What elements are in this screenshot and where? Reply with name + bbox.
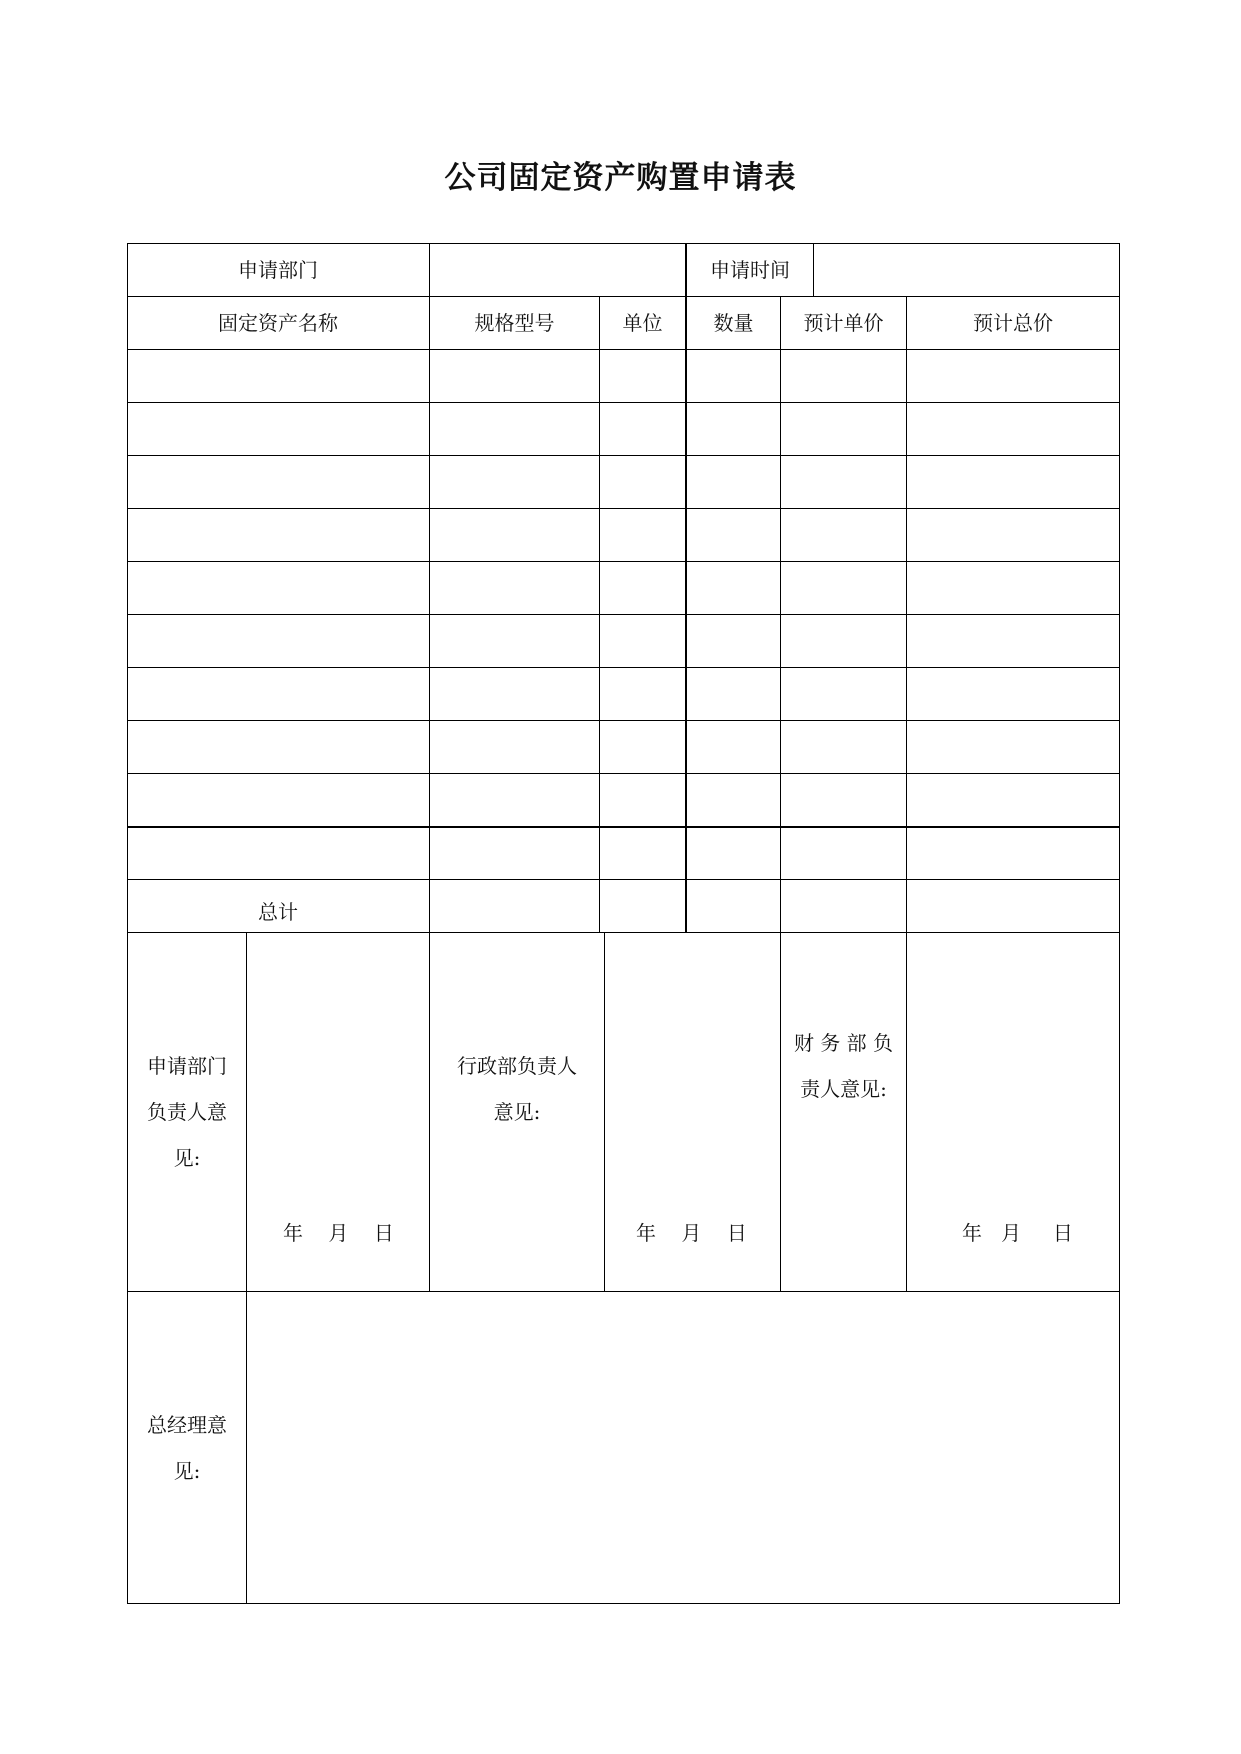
finance-head-opinion-label: 财 务 部 负 责人意见: (793, 1031, 894, 1101)
total-label: 总计 (258, 900, 298, 924)
item-spec-cell[interactable] (430, 828, 599, 879)
item-asset-name-cell[interactable] (127, 403, 429, 454)
item-unit-price-cell[interactable] (781, 668, 906, 719)
dept-head-opinion-label: 申请部门 负责人意 见: (147, 1054, 227, 1170)
col-header-unit-price: 预计单价 (803, 311, 884, 335)
page-title: 公司固定资产购置申请表 (444, 160, 797, 196)
item-unit-cell[interactable] (600, 403, 685, 454)
item-asset-name-cell[interactable] (127, 456, 429, 507)
item-quantity-cell[interactable] (687, 562, 780, 613)
item-unit-cell[interactable] (600, 456, 685, 507)
item-unit-cell[interactable] (600, 615, 685, 666)
col-header-total-price: 预计总价 (973, 311, 1053, 335)
item-spec-cell[interactable] (430, 615, 599, 666)
item-total-price-cell[interactable] (907, 350, 1119, 401)
item-asset-name-cell[interactable] (127, 774, 429, 825)
item-quantity-cell[interactable] (687, 668, 780, 719)
item-quantity-cell[interactable] (687, 828, 780, 879)
item-total-price-cell[interactable] (907, 828, 1119, 879)
item-unit-price-cell[interactable] (781, 615, 906, 666)
gm-opinion-field[interactable] (247, 1292, 1119, 1603)
dept-field[interactable] (430, 244, 685, 296)
col-header-quantity: 数量 (713, 311, 754, 335)
item-unit-price-cell[interactable] (781, 350, 906, 401)
item-unit-cell[interactable] (600, 828, 685, 879)
item-spec-cell[interactable] (430, 509, 599, 560)
rule (1119, 243, 1120, 1604)
dept-label: 申请部门 (238, 258, 318, 282)
item-total-price-cell[interactable] (907, 721, 1119, 772)
item-total-price-cell[interactable] (907, 403, 1119, 454)
item-total-price-cell[interactable] (907, 509, 1119, 560)
item-quantity-cell[interactable] (687, 456, 780, 507)
item-unit-cell[interactable] (600, 668, 685, 719)
item-quantity-cell[interactable] (687, 615, 780, 666)
item-spec-cell[interactable] (430, 774, 599, 825)
time-label: 申请时间 (710, 258, 790, 282)
item-asset-name-cell[interactable] (127, 615, 429, 666)
item-asset-name-cell[interactable] (127, 721, 429, 772)
item-spec-cell[interactable] (430, 350, 599, 401)
col-header-unit: 单位 (622, 311, 663, 335)
item-spec-cell[interactable] (430, 668, 599, 719)
gm-opinion-label: 总经理意 见: (147, 1413, 227, 1483)
item-quantity-cell[interactable] (687, 721, 780, 772)
item-unit-cell[interactable] (600, 562, 685, 613)
item-unit-price-cell[interactable] (781, 562, 906, 613)
item-asset-name-cell[interactable] (127, 562, 429, 613)
item-spec-cell[interactable] (430, 562, 599, 613)
item-quantity-cell[interactable] (687, 403, 780, 454)
item-asset-name-cell[interactable] (127, 350, 429, 401)
admin-head-opinion-label: 行政部负责人 意见: (457, 1054, 577, 1124)
dept-head-date: 年 月 日 (283, 1221, 394, 1245)
item-unit-price-cell[interactable] (781, 509, 906, 560)
item-total-price-cell[interactable] (907, 615, 1119, 666)
item-unit-cell[interactable] (600, 774, 685, 825)
item-quantity-cell[interactable] (687, 509, 780, 560)
item-unit-cell[interactable] (600, 350, 685, 401)
item-asset-name-cell[interactable] (127, 509, 429, 560)
item-unit-price-cell[interactable] (781, 456, 906, 507)
item-total-price-cell[interactable] (907, 668, 1119, 719)
col-header-spec: 规格型号 (474, 311, 555, 335)
item-total-price-cell[interactable] (907, 562, 1119, 613)
item-unit-cell[interactable] (600, 509, 685, 560)
rule (127, 1603, 1120, 1604)
item-unit-price-cell[interactable] (781, 828, 906, 879)
item-quantity-cell[interactable] (687, 774, 780, 825)
item-quantity-cell[interactable] (687, 350, 780, 401)
admin-head-date: 年 月 日 (636, 1221, 747, 1245)
item-unit-cell[interactable] (600, 721, 685, 772)
col-header-asset-name: 固定资产名称 (218, 311, 338, 335)
item-spec-cell[interactable] (430, 721, 599, 772)
time-field[interactable] (814, 244, 1119, 296)
item-asset-name-cell[interactable] (127, 668, 429, 719)
item-unit-price-cell[interactable] (781, 721, 906, 772)
item-spec-cell[interactable] (430, 456, 599, 507)
finance-head-date: 年 月 日 (962, 1221, 1073, 1245)
item-unit-price-cell[interactable] (781, 403, 906, 454)
item-spec-cell[interactable] (430, 403, 599, 454)
item-unit-price-cell[interactable] (781, 774, 906, 825)
item-asset-name-cell[interactable] (127, 828, 429, 879)
item-total-price-cell[interactable] (907, 456, 1119, 507)
item-total-price-cell[interactable] (907, 774, 1119, 825)
